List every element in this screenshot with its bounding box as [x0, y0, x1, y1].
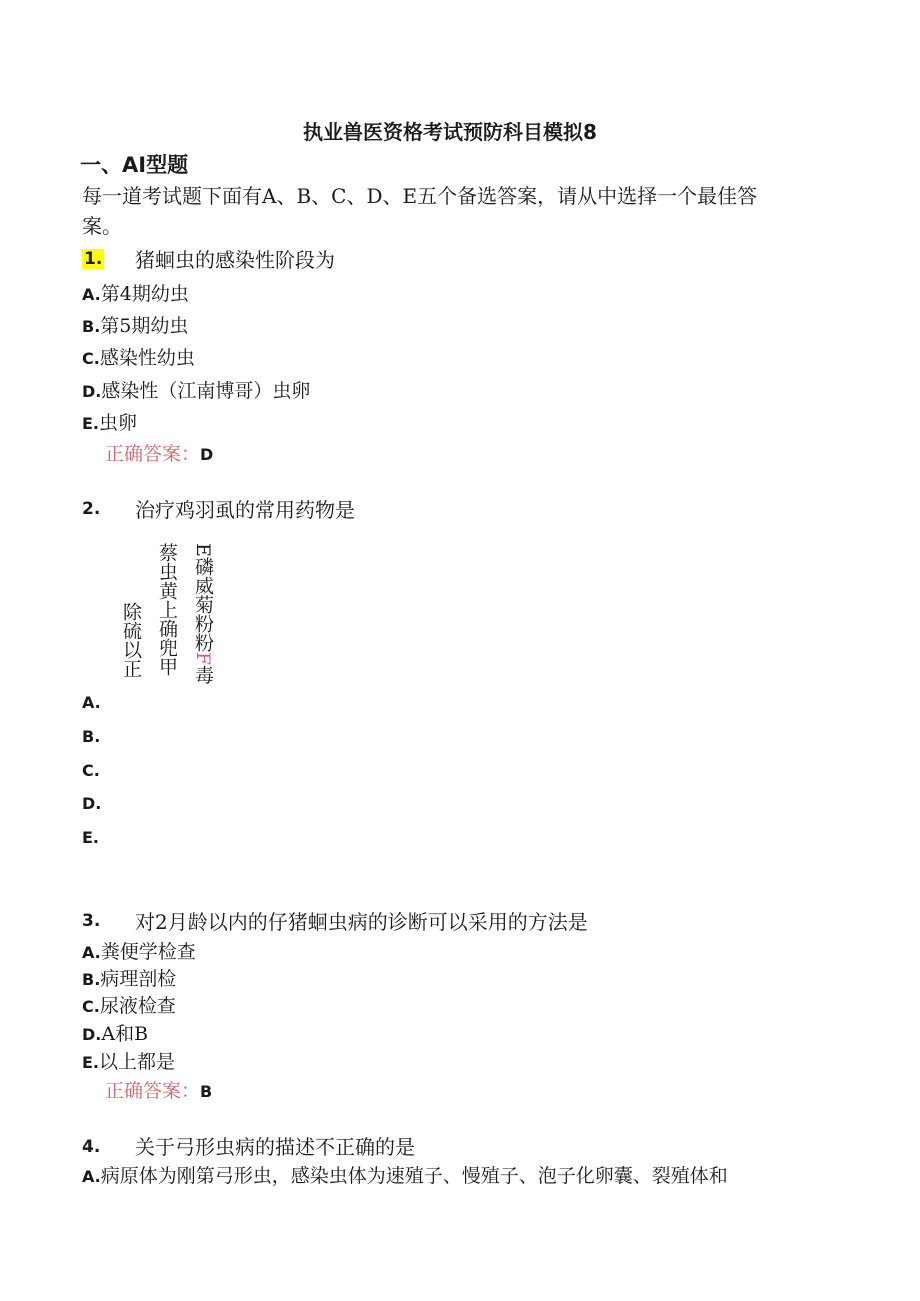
option-text: 第5期幼虫	[100, 315, 189, 337]
option-text: 粪便学检查	[100, 941, 196, 963]
option-c[interactable]	[82, 759, 100, 781]
option-letter: A.	[82, 693, 101, 712]
vertical-text-column: 蔡虫黄上确兜甲	[156, 543, 178, 676]
option-letter: C.	[82, 761, 100, 780]
option-text: A和B	[101, 1023, 149, 1045]
option-letter: A.	[82, 285, 101, 304]
option-letter: A.	[82, 943, 101, 962]
option-letter: B.	[82, 970, 101, 989]
answer-value: D	[200, 445, 214, 464]
option-letter: C.	[82, 997, 100, 1016]
option-c[interactable]	[82, 991, 176, 1018]
question-number: 3.	[82, 911, 101, 931]
question-number: 4.	[82, 1137, 101, 1157]
option-a[interactable]	[82, 279, 189, 306]
question-text: 对2月龄以内的仔猪蛔虫病的诊断可以采用的方法是	[135, 910, 588, 934]
option-b[interactable]	[82, 725, 100, 747]
vertical-text-segment: 毒	[192, 665, 214, 685]
answer-value: B	[200, 1082, 213, 1101]
option-text: 第4期幼虫	[100, 283, 189, 305]
option-text: 病理剖检	[100, 968, 177, 990]
option-a[interactable]	[82, 937, 196, 964]
instructions-line-2: 案。	[82, 214, 122, 238]
vertical-text-column: 除硫以正	[120, 602, 142, 678]
option-a[interactable]	[82, 691, 101, 713]
option-letter: A.	[82, 1167, 101, 1186]
question-number: 2.	[82, 499, 101, 519]
option-d[interactable]	[82, 792, 101, 814]
option-text: 病原体为刚第弓形虫，感染虫体为速殖子、慢殖子、泡子化卵囊、裂殖体和	[100, 1165, 728, 1187]
correct-answer	[105, 1076, 212, 1103]
option-letter: B.	[82, 727, 101, 746]
vertical-text-segment: F	[192, 651, 214, 666]
answer-label: 正确答案：	[105, 443, 201, 465]
option-d[interactable]	[82, 1019, 148, 1046]
option-letter: C.	[82, 349, 100, 368]
option-d[interactable]	[82, 376, 310, 403]
question-text: 猪蛔虫的感染性阶段为	[135, 248, 335, 272]
option-text: 尿液检查	[99, 995, 176, 1017]
instructions-line-1: 每一道考试题下面有A、B、C、D、E五个备选答案，请从中选择一个最佳答	[82, 184, 758, 208]
question-number: 1.	[84, 249, 103, 269]
option-letter: E.	[82, 1053, 100, 1072]
answer-label: 正确答案：	[105, 1080, 201, 1102]
option-letter: D.	[82, 382, 102, 401]
option-letter: E.	[82, 414, 100, 433]
section-heading: 一、AI型题	[80, 153, 189, 177]
option-b[interactable]	[82, 311, 188, 338]
option-e[interactable]	[82, 826, 99, 848]
vertical-text-segment: E磷威菊粉粉	[192, 543, 214, 652]
option-c[interactable]	[82, 343, 195, 370]
option-letter: E.	[82, 828, 100, 847]
vertical-text-column	[192, 543, 214, 684]
option-text: 以上都是	[99, 1051, 176, 1073]
option-e[interactable]	[82, 1047, 175, 1074]
option-b[interactable]	[82, 964, 176, 991]
option-letter: D.	[82, 794, 102, 813]
document-title: 执业兽医资格考试预防科目模拟8	[303, 120, 597, 144]
option-e[interactable]	[82, 408, 137, 435]
question-text: 治疗鸡羽虱的常用药物是	[135, 498, 355, 522]
option-a[interactable]	[82, 1161, 728, 1188]
option-text: 感染性幼虫	[99, 347, 195, 369]
option-letter: B.	[82, 317, 101, 336]
option-text: 感染性（江南博哥）虫卵	[101, 380, 311, 402]
option-text: 虫卵	[99, 412, 138, 434]
question-text: 关于弓形虫病的描述不正确的是	[135, 1135, 415, 1159]
correct-answer	[105, 439, 213, 466]
option-letter: D.	[82, 1025, 102, 1044]
